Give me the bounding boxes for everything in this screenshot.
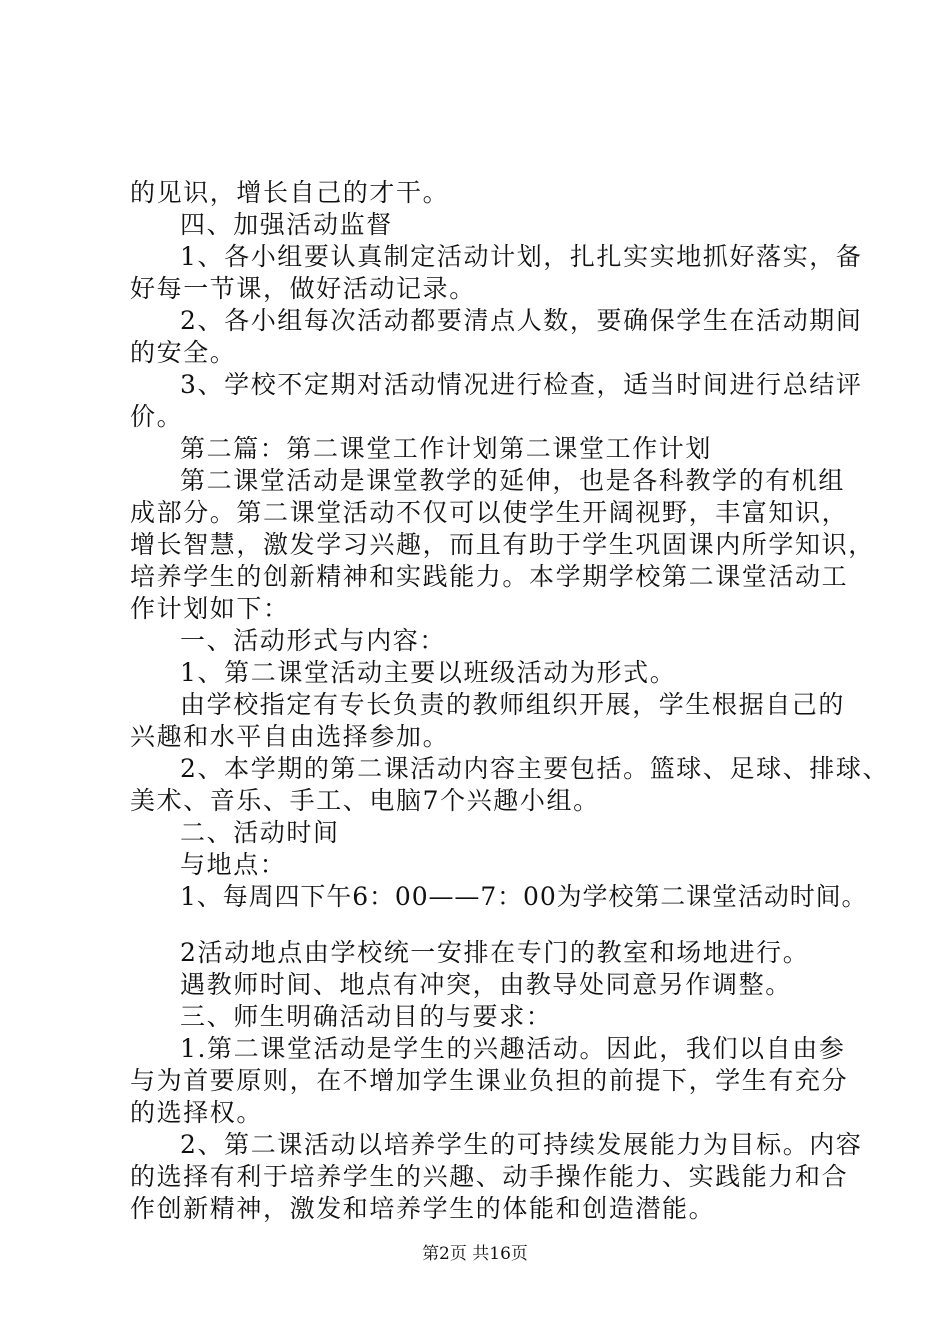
text-line: 作创新精神，激发和培养学生的体能和创造潜能。 xyxy=(130,1194,716,1223)
text-line: 的选择权。 xyxy=(130,1098,264,1127)
text-line: 培养学生的创新精神和实践能力。本学期学校第二课堂活动工 xyxy=(130,562,849,591)
text-line: 美术、音乐、手工、电脑7个兴趣小组。 xyxy=(130,786,600,815)
text-line: 增长智慧，激发学习兴趣，而且有助于学生巩固课内所学知识， xyxy=(130,530,875,559)
text-line: 的安全。 xyxy=(130,338,237,367)
text-line: 2、第二课活动以培养学生的可持续发展能力为目标。内容 xyxy=(180,1130,863,1159)
text-line: 2、各小组每次活动都要清点人数，要确保学生在活动期间 xyxy=(180,306,863,335)
text-line: 1、各小组要认真制定活动计划，扎扎实实地抓好落实，备 xyxy=(180,242,863,271)
text-line: 3、学校不定期对活动情况进行检查，适当时间进行总结评 xyxy=(180,370,863,399)
text-line: 2活动地点由学校统一安排在专门的教室和场地进行。 xyxy=(180,938,810,967)
article-title: 第二篇：第二课堂工作计划第二课堂工作计划 xyxy=(180,434,713,463)
text-line: 兴趣和水平自由选择参加。 xyxy=(130,722,450,751)
section-heading: 四、加强活动监督 xyxy=(180,210,393,239)
text-line: 由学校指定有专长负责的教师组织开展，学生根据自己的 xyxy=(180,690,846,719)
section-heading: 一、活动形式与内容： xyxy=(180,626,447,655)
text-line: 价。 xyxy=(130,402,184,431)
text-line: 1.第二课堂活动是学生的兴趣活动。因此，我们以自由参 xyxy=(180,1034,846,1063)
page-number-footer: 第2页 共16页 xyxy=(422,1244,528,1264)
section-heading: 二、活动时间 xyxy=(180,818,340,847)
text-line: 与为首要原则，在不增加学生课业负担的前提下，学生有充分 xyxy=(130,1066,849,1095)
text-line: 1、第二课堂活动主要以班级活动为形式。 xyxy=(180,658,677,687)
text-line: 的选择有利于培养学生的兴趣、动手操作能力、实践能力和合 xyxy=(130,1162,849,1191)
text-line: 成部分。第二课堂活动不仅可以使学生开阔视野，丰富知识， xyxy=(130,498,849,527)
text-line: 作计划如下： xyxy=(130,594,290,623)
text-line: 第二课堂活动是课堂教学的延伸，也是各科教学的有机组 xyxy=(180,466,846,495)
text-line: 遇教师时间、地点有冲突，由教导处同意另作调整。 xyxy=(180,970,792,999)
text-line: 与地点： xyxy=(180,850,287,879)
text-line: 2、本学期的第二课活动内容主要包括。篮球、足球、排球、 xyxy=(180,754,890,783)
section-heading: 三、师生明确活动目的与要求： xyxy=(180,1002,553,1031)
text-line: 好每一节课，做好活动记录。 xyxy=(130,274,476,303)
text-line: 1、每周四下午6：00——7：00为学校第二课堂活动时间。 xyxy=(180,882,868,911)
text-line: 的见识，增长自己的才干。 xyxy=(130,178,450,207)
